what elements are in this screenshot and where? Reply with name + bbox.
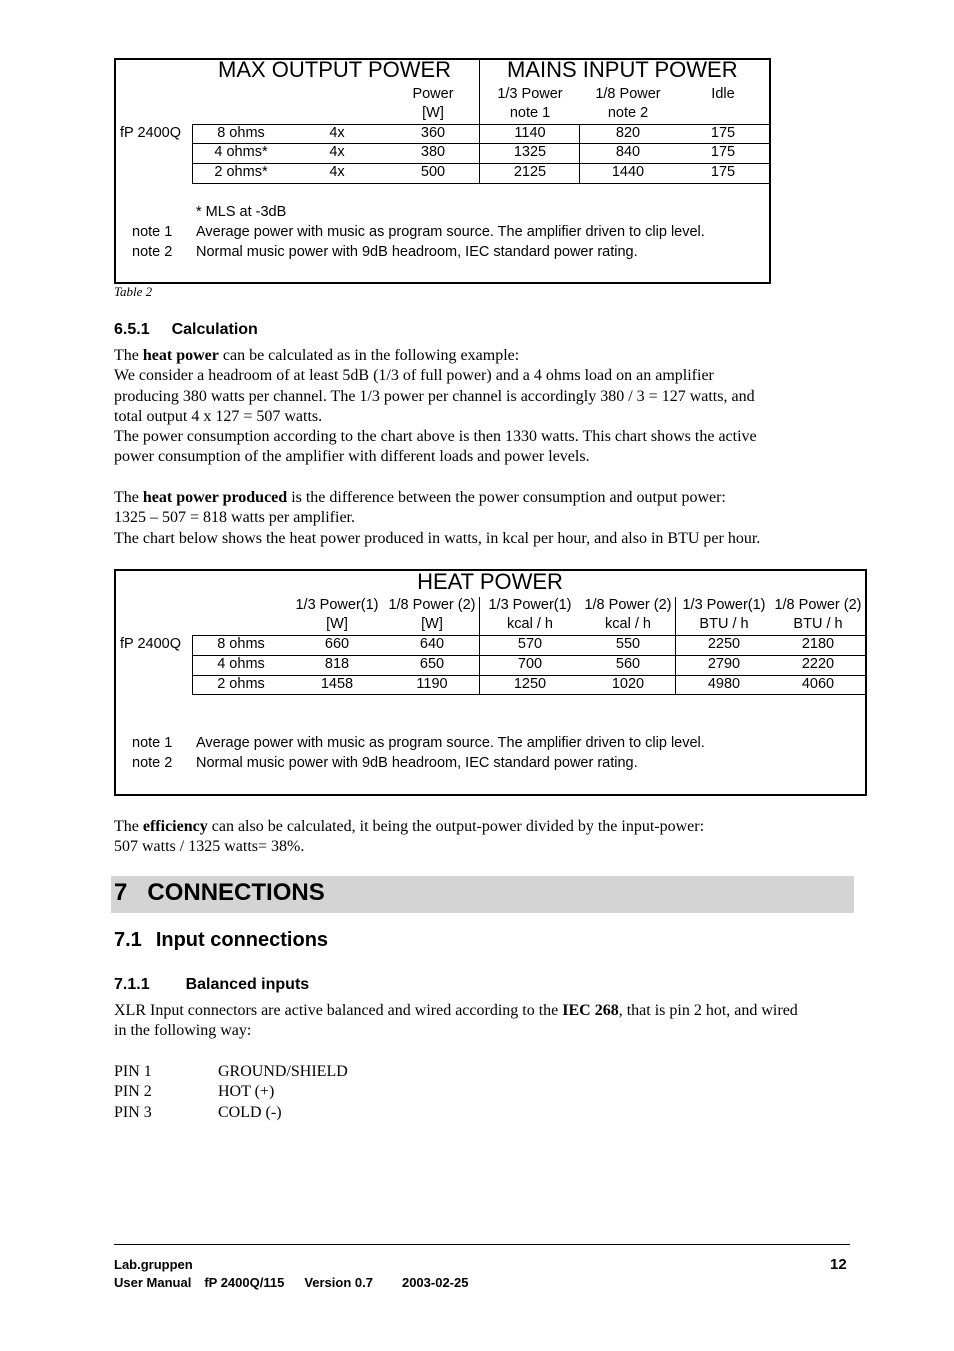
note1-label: note 1 (132, 735, 173, 751)
table-caption: Table 2 (114, 284, 153, 299)
model-label: fP 2400Q (120, 125, 182, 141)
list-item: PIN 1 GROUND/SHIELD (114, 1063, 348, 1080)
note2-text: Normal music power with 9dB headroom, IEC standard power rating. (196, 755, 638, 771)
note1-label: note 1 (132, 224, 173, 240)
col-third-header: 1/3 Power (497, 86, 563, 102)
list-item: PIN 2 HOT (+) (114, 1083, 275, 1101)
col-power-header: Power (412, 86, 454, 102)
note1-text: Average power with music as program source. The amplifier driven to clip level. (196, 224, 705, 240)
footer-info: User Manual fP 2400Q/115 Version 0.7 2003-02-25 (114, 1275, 469, 1290)
paragraph: The heat power can be calculated as in the following example: We consider a headroom of at least 5dB (1/3 of full power) and a 4 ohms load on an amplifier producing 380 watts per channel. The 1/3 power per channel is accordingly 380 / 3 = 127 watts, and total output 4 x 127 = 507 watts. The power consumption according to the chart above is then 1330 watts. This chart shows the active power consumption of the amplifier with different loads and power levels. The heat power produced is the difference between the power consumption and output power: 1325 – 507 = 818 watts per amplifier. The chart below shows the heat power produced in watts, in kcal per hour, and also in BTU per hour. (114, 347, 761, 547)
section-heading-7-1: 7.1 Input connections (114, 929, 329, 951)
section-heading-6-5-1: 6.5.1 Calculation (114, 321, 258, 338)
section-heading-7-1-1: 7.1.1 Balanced inputs (114, 976, 310, 993)
col-idle-header: Idle (711, 86, 735, 102)
model-label: fP 2400Q (120, 636, 182, 652)
page-number: 12 (830, 1256, 847, 1273)
footer-rule (114, 1244, 850, 1245)
note1-text: Average power with music as program source. The amplifier driven to clip level. (196, 735, 705, 751)
footer-company: Lab.gruppen (114, 1257, 193, 1272)
efficiency-paragraph: The efficiency can also be calculated, it being the output-power divided by the input-power: 507 watts / 1325 watts= 38%. (114, 818, 705, 856)
col-eighth-header: 1/8 Power (595, 86, 661, 102)
mls-note: * MLS at -3dB (196, 204, 287, 220)
mains-input-title: MAINS INPUT POWER (507, 57, 738, 82)
note2-text: Normal music power with 9dB headroom, IEC standard power rating. (196, 244, 638, 260)
list-item: PIN 3 COLD (-) (114, 1103, 282, 1121)
chapter-heading: 7 CONNECTIONS (114, 879, 325, 906)
col-eighth-note: note 2 (607, 105, 649, 121)
heat-power-title: HEAT POWER (417, 569, 563, 594)
pin-list (114, 1062, 348, 1123)
col-power-unit: [W] (422, 105, 444, 121)
note2-label: note 2 (132, 244, 173, 260)
col-third-note: note 1 (509, 105, 551, 121)
note2-label: note 2 (132, 755, 173, 771)
paragraph: XLR Input connectors are active balanced and wired according to the IEC 268, that is pin 2 hot, and wired in the following way: (114, 1002, 798, 1040)
max-output-title: MAX OUTPUT POWER (218, 57, 452, 82)
